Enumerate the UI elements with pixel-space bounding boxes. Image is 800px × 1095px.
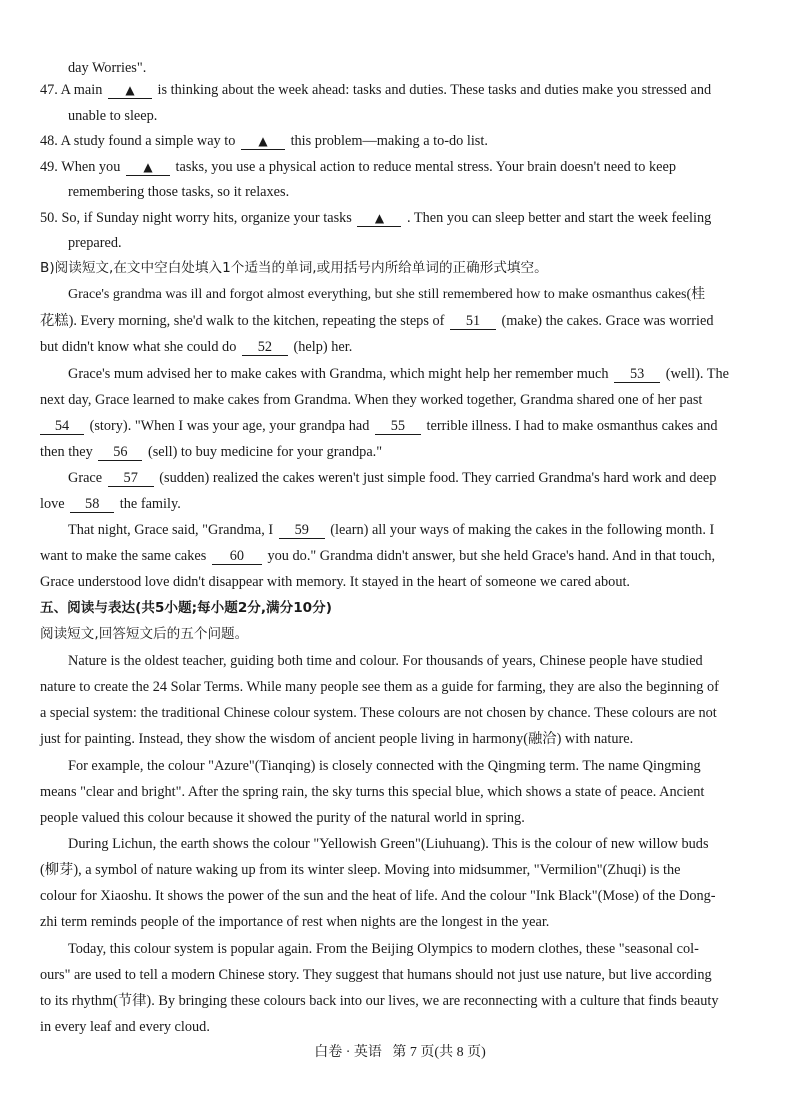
triangle-marker-icon: ▲ — [374, 211, 385, 225]
passage-text: (well). The — [665, 366, 729, 382]
passage-text: but didn't know what she could do — [40, 339, 237, 355]
reading-line: (柳芽), a symbol of nature waking up from its winter sleep. Moving into midsummer, "Vermilion"(Zhuqi) is the — [40, 862, 681, 878]
passage-text: the family. — [119, 496, 181, 512]
question-50-cont: prepared. — [68, 235, 122, 251]
question-47 — [40, 80, 764, 100]
question-number: 48. — [40, 133, 58, 149]
passage-b-line — [68, 520, 714, 540]
passage-text: terrible illness. I had to make osmanthus cakes and — [426, 418, 718, 434]
passage-text: then they — [40, 444, 93, 460]
question-text: So, if Sunday night worry hits, organize your tasks — [61, 210, 352, 226]
passage-b-line — [40, 546, 715, 566]
passage-b-line — [40, 416, 718, 436]
reading-line: zhi term reminds people of the importance of rest when nights are the longest in the year. — [40, 914, 550, 930]
question-49-cont: remembering those tasks, so it relaxes. — [68, 184, 290, 200]
reading-line: Nature is the oldest teacher, guiding both time and colour. For thousands of years, Chinese people have studied — [68, 653, 703, 669]
question-text: tasks, you use a physical action to reduce mental stress. Your brain doesn't need to keep — [175, 159, 676, 175]
reading-line: to its rhythm(节律). By bringing these colours back into our lives, we are reconnecting with a culture that finds beauty — [40, 993, 719, 1009]
passage-b-line: Grace's grandma was ill and forgot almost everything, but she still remembered how to make osmanthus cakes(桂 — [68, 287, 706, 302]
passage-text: (make) the cakes. Grace was worried — [501, 313, 714, 329]
answer-blank-60[interactable]: 60 — [212, 548, 262, 565]
answer-blank-54[interactable]: 54 — [40, 418, 84, 435]
passage-b-line — [40, 337, 352, 357]
passage-text: (story). "When I was your age, your grandpa had — [89, 418, 370, 434]
passage-text: you do." Grandma didn't answer, but she held Grace's hand. And in that touch, — [267, 548, 716, 564]
passage-b-line: next day, Grace learned to make cakes from Grandma. When they worked together, Grandma shared one of her past — [40, 392, 703, 408]
answer-blank-51[interactable]: 51 — [450, 313, 496, 330]
answer-blank-57[interactable]: 57 — [108, 470, 154, 487]
triangle-marker-icon: ▲ — [125, 83, 135, 97]
reading-line: For example, the colour "Azure"(Tianqing) is closely connected with the Qingming term. The name Qingming — [68, 758, 701, 774]
question-text: When you — [61, 159, 121, 175]
reading-line: colour for Xiaoshu. It shows the power of the sun and the heat of life. And the colour "Ink Black"(Mose) of the Dong- — [40, 888, 716, 904]
passage-b-line — [40, 442, 382, 462]
passage-text: want to make the same cakes — [40, 548, 207, 564]
section-5-heading: 五、阅读与表达(共5小题;每小题2分,满分10分) — [40, 600, 332, 616]
q46-tail: day Worries". — [68, 60, 147, 76]
answer-blank-50[interactable] — [357, 210, 401, 227]
reading-line: During Lichun, the earth shows the colour "Yellowish Green"(Liuhuang). This is the colour of new willow buds — [68, 836, 709, 852]
question-number: 49. — [40, 159, 58, 175]
passage-text: Grace's mum advised her to make cakes with Grandma, which might help her remember much — [68, 366, 609, 382]
question-47-cont: unable to sleep. — [68, 108, 158, 124]
question-50 — [40, 208, 711, 228]
answer-blank-58[interactable]: 58 — [70, 496, 114, 513]
question-48 — [40, 131, 488, 151]
passage-b-line — [40, 311, 714, 331]
passage-b-line — [40, 494, 181, 514]
question-text: A study found a simple way to — [60, 133, 236, 149]
question-number: 47. — [40, 82, 58, 98]
answer-blank-49[interactable] — [126, 159, 170, 176]
question-text: A main — [60, 82, 103, 98]
question-49 — [40, 157, 676, 177]
question-text: . Then you can sleep better and start the week feeling — [407, 210, 712, 226]
passage-text: That night, Grace said, "Grandma, I — [68, 522, 274, 538]
answer-blank-56[interactable]: 56 — [98, 444, 142, 461]
triangle-marker-icon: ▲ — [258, 134, 268, 148]
passage-text: love — [40, 496, 65, 512]
passage-b-line — [68, 468, 716, 488]
reading-line: people valued this colour because it showed the purity of the natural world in spring. — [40, 810, 525, 826]
passage-text: (learn) all your ways of making the cakes in the following month. I — [330, 522, 715, 538]
answer-blank-59[interactable]: 59 — [279, 522, 325, 539]
reading-line: just for painting. Instead, they show the wisdom of ancient people living in harmony(融洽) with nature. — [40, 731, 634, 747]
passage-text: (sudden) realized the cakes weren't just simple food. They carried Grandma's hard work and deep — [159, 470, 717, 486]
reading-line: ours" are used to tell a modern Chinese story. They suggest that humans should not just use nature, but live according — [40, 967, 712, 983]
question-text: this problem—making a to-do list. — [290, 133, 488, 149]
reading-line: nature to create the 24 Solar Terms. While many people see them as a guide for farming, they are also the beginning of — [40, 679, 719, 695]
page-footer: 白卷 · 英语 第 7 页(共 8 页) — [314, 1045, 486, 1060]
answer-blank-52[interactable]: 52 — [242, 339, 288, 356]
question-number: 50. — [40, 210, 58, 226]
passage-text: Grace — [68, 470, 103, 486]
question-text: is thinking about the week ahead: tasks and duties. These tasks and duties make you stressed and — [157, 82, 712, 98]
passage-text: (help) her. — [293, 339, 353, 355]
section-b-instruction: B)阅读短文,在文中空白处填入1个适当的单词,或用括号内所给单词的正确形式填空。 — [40, 260, 548, 276]
triangle-marker-icon: ▲ — [143, 160, 153, 174]
section-5-instruction: 阅读短文,回答短文后的五个问题。 — [40, 626, 249, 642]
answer-blank-53[interactable]: 53 — [614, 366, 660, 383]
reading-line: means "clear and bright". After the spring rain, the sky turns this special blue, which shows a state of peace. Ancient — [40, 784, 705, 800]
reading-line: in every leaf and every cloud. — [40, 1019, 210, 1035]
passage-text: (sell) to buy medicine for your grandpa." — [147, 444, 383, 460]
reading-line: Today, this colour system is popular again. From the Beijing Olympics to modern clothes, these "seasonal col- — [68, 941, 699, 957]
passage-b-line: Grace understood love didn't disappear with memory. It stayed in the heart of someone we cared about. — [40, 574, 631, 590]
passage-b-line — [68, 364, 729, 384]
answer-blank-48[interactable] — [241, 133, 285, 150]
reading-line: a special system: the traditional Chinese colour system. These colours are not chosen by chance. These colours are not — [40, 705, 717, 721]
answer-blank-47[interactable] — [108, 82, 152, 99]
answer-blank-55[interactable]: 55 — [375, 418, 421, 435]
passage-text: 花糕). Every morning, she'd walk to the kitchen, repeating the steps of — [40, 313, 445, 329]
